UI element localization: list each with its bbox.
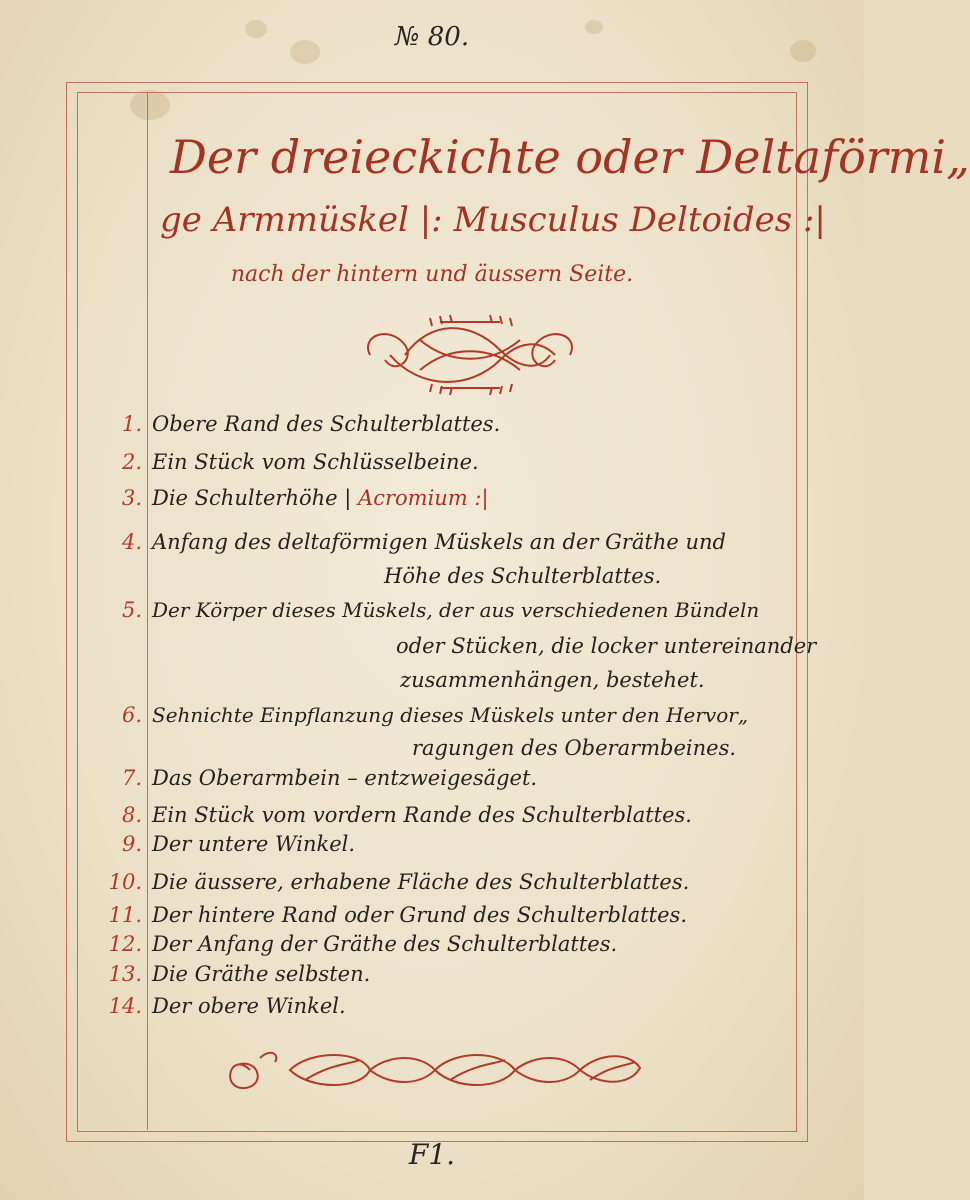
signature-mark: F1. bbox=[408, 1138, 456, 1171]
item-number: 9. bbox=[121, 832, 142, 856]
item-number: 12. bbox=[108, 932, 142, 956]
item-text bbox=[152, 486, 489, 510]
item-text: Anfang des deltaförmigen Müskels an der Gräthe und bbox=[152, 530, 726, 554]
top-flourish-ornament bbox=[350, 310, 590, 400]
item-text: Das Oberarmbein – entzweigesäget. bbox=[152, 766, 538, 790]
item-text: Ein Stück vom vordern Rande des Schulterblattes. bbox=[152, 803, 692, 827]
item-text: Ein Stück vom Schlüsselbeine. bbox=[152, 450, 479, 474]
item-text: Der hintere Rand oder Grund des Schulterblattes. bbox=[152, 903, 687, 927]
item-text: Obere Rand des Schulterblattes. bbox=[152, 412, 501, 436]
item-text: Die Gräthe selbsten. bbox=[152, 962, 371, 986]
title-line-3: nach der hintern und äussern Seite. bbox=[230, 262, 634, 287]
item-text-continuation: Höhe des Schulterblattes. bbox=[384, 564, 662, 588]
item-text: Der untere Winkel. bbox=[152, 832, 356, 856]
item-text: Der Körper dieses Müskels, der aus verschiedenen Bündeln bbox=[152, 598, 760, 622]
item-text-continuation: oder Stücken, die locker untereinander bbox=[396, 634, 817, 658]
item-text: Die äussere, erhabene Fläche des Schulterblattes. bbox=[152, 870, 690, 894]
item-number: 3. bbox=[121, 486, 142, 510]
item-text: Der Anfang der Gräthe des Schulterblattes. bbox=[152, 932, 618, 956]
item-number: 8. bbox=[121, 803, 142, 827]
item-number: 1. bbox=[121, 412, 142, 436]
item-number: 6. bbox=[121, 703, 142, 727]
page-number: № 80. bbox=[394, 22, 470, 52]
item-number: 2. bbox=[121, 450, 142, 474]
item-text-latin: Acromium :| bbox=[358, 486, 489, 510]
item-text-german: Die Schulterhöhe | bbox=[152, 486, 352, 510]
item-number: 11. bbox=[108, 903, 142, 927]
bottom-flourish-ornament bbox=[220, 1040, 660, 1100]
item-number: 13. bbox=[108, 962, 142, 986]
title-line-2: ge Armmüskel |: Musculus Deltoides :| bbox=[160, 200, 826, 240]
item-text-continuation: zusammenhängen, bestehet. bbox=[400, 668, 705, 692]
item-number: 14. bbox=[108, 994, 142, 1018]
item-number: 7. bbox=[121, 766, 142, 790]
item-number: 5. bbox=[121, 598, 142, 622]
item-text: Sehnichte Einpflanzung dieses Müskels unter den Hervor„ bbox=[152, 703, 749, 727]
title-line-1: Der dreieckichte oder Deltaförmi„ bbox=[170, 130, 970, 184]
margin-rule bbox=[147, 92, 148, 1130]
item-text-continuation: ragungen des Oberarmbeines. bbox=[412, 736, 737, 760]
item-number: 4. bbox=[121, 530, 142, 554]
item-text: Der obere Winkel. bbox=[152, 994, 346, 1018]
item-number: 10. bbox=[108, 870, 142, 894]
